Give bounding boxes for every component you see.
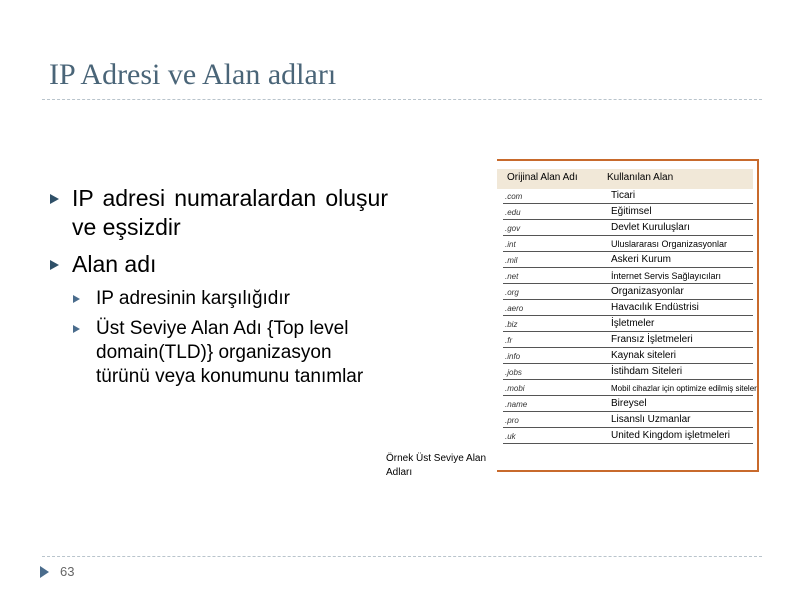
row-divider [503, 379, 753, 380]
sub-bullet-ip-equivalent [48, 287, 388, 311]
tld-meaning: Lisanslı Uzmanlar [611, 414, 691, 425]
tld-meaning: İstihdam Siteleri [611, 366, 683, 377]
tld-code: .name [505, 400, 528, 409]
bullet-text: Alan adı [72, 251, 157, 277]
tld-code: .aero [505, 304, 524, 313]
tld-meaning: Kaynak siteleri [611, 350, 677, 361]
row-divider [503, 267, 753, 268]
footer-arrow-icon [40, 566, 49, 578]
bullet-ip-address [48, 184, 388, 242]
tld-code: .mil [505, 256, 518, 265]
tld-code: .gov [505, 224, 521, 233]
row-divider [503, 203, 753, 204]
table-row [497, 413, 753, 428]
row-divider [503, 363, 753, 364]
table-row [497, 429, 753, 444]
tld-code: .net [505, 272, 519, 281]
tld-code: .org [505, 288, 519, 297]
table-row [497, 253, 753, 268]
tld-code: .edu [505, 208, 521, 217]
tld-code: .mobi [505, 384, 525, 393]
row-divider [503, 235, 753, 236]
row-divider [503, 219, 753, 220]
table-row [497, 301, 753, 316]
bullet-domain-name [48, 250, 388, 279]
table-caption: Örnek Üst Seviye Alan Adları [386, 453, 487, 478]
row-divider [503, 347, 753, 348]
tld-code: .jobs [505, 368, 522, 377]
table-row [497, 237, 753, 252]
slide-title: IP Adresi ve Alan adları [49, 58, 337, 91]
tld-meaning: United Kingdom işletmeleri [611, 430, 730, 441]
tld-meaning: Uluslararası Organizasyonlar [611, 239, 728, 249]
tld-meaning: İnternet Servis Sağlayıcıları [611, 271, 722, 281]
tld-meaning: Ticari [611, 190, 636, 201]
tld-code: .fr [505, 336, 513, 345]
table-row [497, 397, 753, 412]
tld-meaning: Askeri Kurum [611, 254, 672, 265]
table-row [497, 221, 753, 236]
row-divider [503, 331, 753, 332]
row-divider [503, 299, 753, 300]
page-number: 63 [60, 564, 75, 579]
tld-meaning: Fransız İşletmeleri [611, 334, 693, 345]
tld-table [497, 159, 759, 472]
tld-meaning: Organizasyonlar [611, 286, 684, 297]
tld-meaning: Mobil cihazlar için optimize edilmiş siteler [611, 384, 757, 393]
bullet-marker-icon [50, 194, 59, 204]
tld-meaning: Eğitimsel [611, 206, 652, 217]
row-divider [503, 251, 753, 252]
tld-code: .com [505, 192, 523, 201]
row-divider [503, 427, 753, 428]
table-row [497, 349, 753, 364]
sub-bullet-tld [48, 317, 388, 389]
row-divider [503, 395, 753, 396]
header-used-domain: Kullanılan Alan [607, 172, 674, 183]
tld-code: .pro [505, 416, 519, 425]
table-header [497, 169, 753, 189]
bullet-text: IP adresi numaralardan oluşur ve eşsizdir [72, 185, 388, 240]
table-row [497, 269, 753, 284]
sub-bullet-text: IP adresinin karşılığıdır [96, 288, 290, 309]
tld-code: .int [505, 240, 516, 249]
footer-divider [42, 556, 762, 557]
table-row [497, 317, 753, 332]
row-divider [503, 411, 753, 412]
row-divider [503, 283, 753, 284]
tld-meaning: İşletmeler [611, 318, 655, 329]
tld-meaning: Devlet Kuruluşları [611, 222, 690, 233]
tld-code: .info [505, 352, 521, 361]
table-row [497, 381, 757, 396]
row-divider [503, 443, 753, 444]
sub-bullet-marker-icon [73, 295, 80, 303]
table-row [497, 189, 753, 204]
tld-code: .uk [505, 432, 516, 441]
tld-code: .biz [505, 320, 518, 329]
row-divider [503, 315, 753, 316]
table-row [497, 365, 753, 380]
sub-bullet-marker-icon [73, 325, 80, 333]
tld-meaning: Bireysel [611, 398, 647, 409]
title-divider [42, 99, 762, 100]
header-original-domain: Orijinal Alan Adı [507, 172, 578, 183]
bullet-list [48, 184, 388, 444]
bullet-marker-icon [50, 260, 59, 270]
table-row [497, 205, 753, 220]
table-row [497, 285, 753, 300]
tld-meaning: Havacılık Endüstrisi [611, 302, 699, 313]
sub-bullet-text: Üst Seviye Alan Adı {Top level domain(TLD)} organizasyon türünü veya konumunu tanımlar [96, 318, 364, 387]
table-row [497, 333, 753, 348]
